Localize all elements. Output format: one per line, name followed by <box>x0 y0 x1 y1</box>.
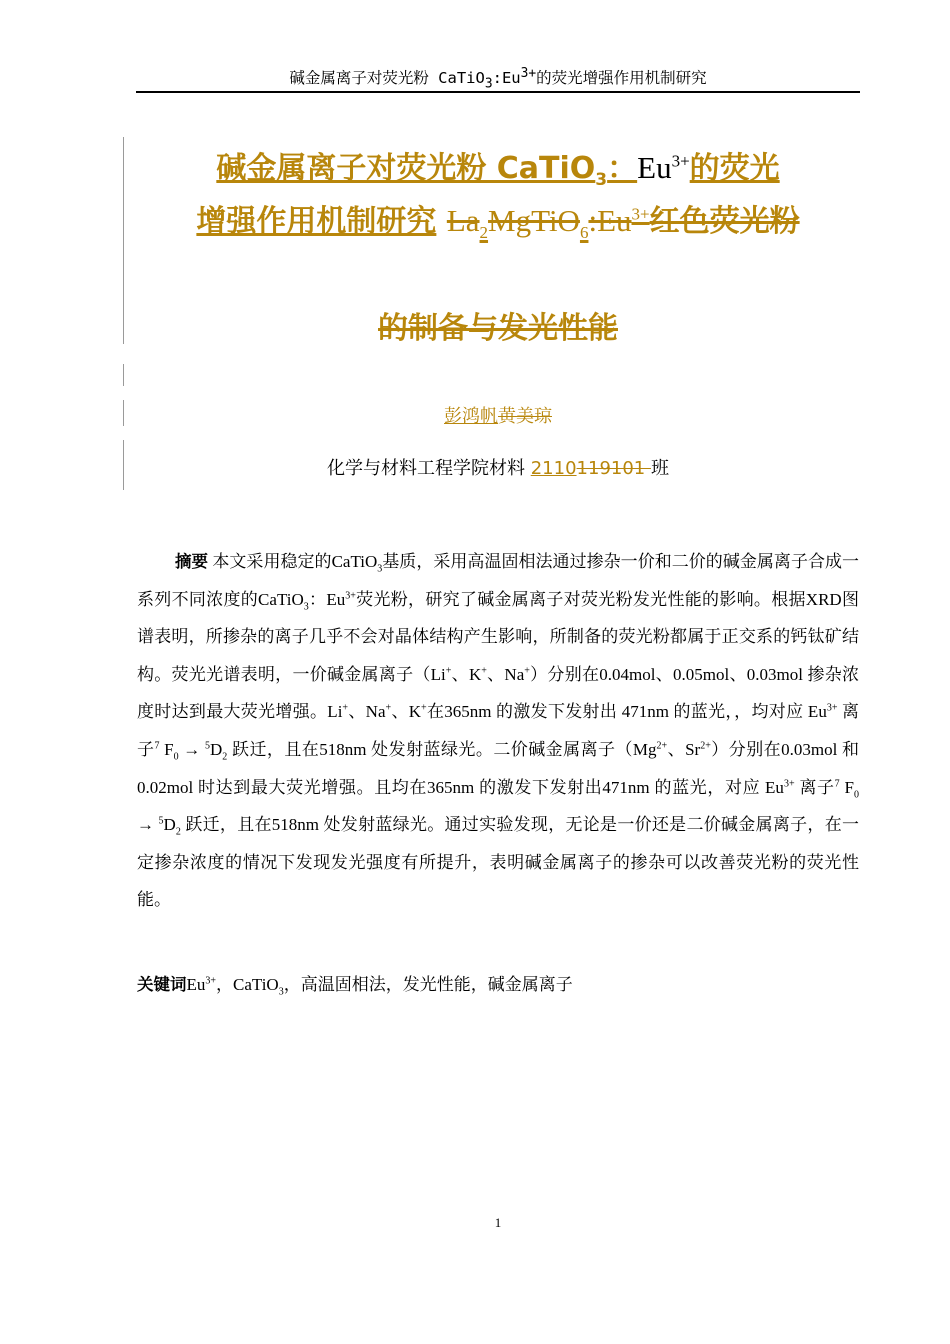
title-deleted: 的制备与发光性能 <box>378 311 618 346</box>
running-header <box>137 66 859 91</box>
title-deleted: 红色荧光粉 <box>649 204 800 239</box>
page-number: 1 <box>494 1215 502 1230</box>
title-eu: $Eu^{3+}$ <box>637 150 690 185</box>
keywords: 关键词$Eu^{3+}$，CaTiO$_3$，高温固相法，发光性能，碱金属离子 <box>137 975 573 998</box>
header-text: :Eu <box>492 69 521 88</box>
affiliation-deleted: 119101 <box>576 458 651 479</box>
title-inserted: 增强作用机制研究 <box>196 204 437 239</box>
title-line-3 <box>137 303 859 347</box>
author-inserted: 彭鸿帆 <box>444 406 498 427</box>
revision-bar <box>123 440 124 490</box>
revision-bar <box>123 137 124 344</box>
header-text: 碱金属离子对荧光粉 CaTiO <box>289 69 485 88</box>
title-line-1 <box>137 143 859 190</box>
header-sub: 3 <box>484 76 493 92</box>
revision-bar <box>123 400 124 426</box>
affiliation-text: 班 <box>650 458 669 479</box>
title-inserted: 的荧光 <box>689 151 780 186</box>
affiliation-inserted: 2110 <box>530 458 577 479</box>
author-deleted: 黄美琼 <box>498 406 552 427</box>
header-rule <box>136 91 860 93</box>
title-deleted: $La_2MgTiO_6:Eu^{3+}$ <box>446 203 650 243</box>
header-text: 的荧光增强作用机制研究 <box>536 69 707 88</box>
revision-bar <box>123 364 124 386</box>
abstract: 摘要 本文采用稳定的CaTiO$_3$基质，采用高温固相法通过掺杂一价和二价的碱金属离子合成一系列不同浓度的CaTiO$_3$：$Eu^{3+}$荧光粉，研究了碱金属离子对荧光粉发光性能的影响。根据XRD图谱表明，所掺杂的离子几乎不会对晶体结构产生影响，所制备的荧光粉都属于正交系的钙钛矿结构。荧光光谱表明，一价碱金属离子（Li+、K+、Na+）分别在0.04mol、0.05mol、0.03mol 掺杂浓度时达到最大荧光增强。Li+、Na+、K+在365nm 的激发下发射出 471nm 的蓝光，，均对应 $Eu^{3+}$ 离子$^7$ $F_0 \to ^5D_2$ 跃迁，且在518nm 处发射蓝绿光。二价碱金属离子（$Mg^{2+}$、$Sr^{2+}$）分别在0.03mol 和0.02mol 时达到最大荧光增强。且均在365nm 的激发下发射出471nm 的蓝光，对应 $Eu^{3+}$ 离子$^7$ $F_0 \to ^5D_2$ 跃迁，且在518nm 处发射蓝绿光。通过实验发现，无论是一价还是二价碱金属离子，在一定掺杂浓度的情况下发现发光强度有所提升，表明碱金属离子的掺杂可以改善荧光粉的荧光性能。 <box>137 552 860 910</box>
author-line <box>137 402 859 428</box>
header-sup: 3+ <box>520 66 537 81</box>
keywords-label: 关键词 <box>137 975 187 994</box>
title-inserted: 碱金属离子对荧光粉 CaTiO$_3$： <box>216 151 638 190</box>
affiliation-line <box>137 454 859 480</box>
abstract-label: 摘要 <box>175 552 209 571</box>
title-line-2 <box>137 196 859 243</box>
affiliation-text: 化学与材料工程学院材料 <box>327 458 531 479</box>
